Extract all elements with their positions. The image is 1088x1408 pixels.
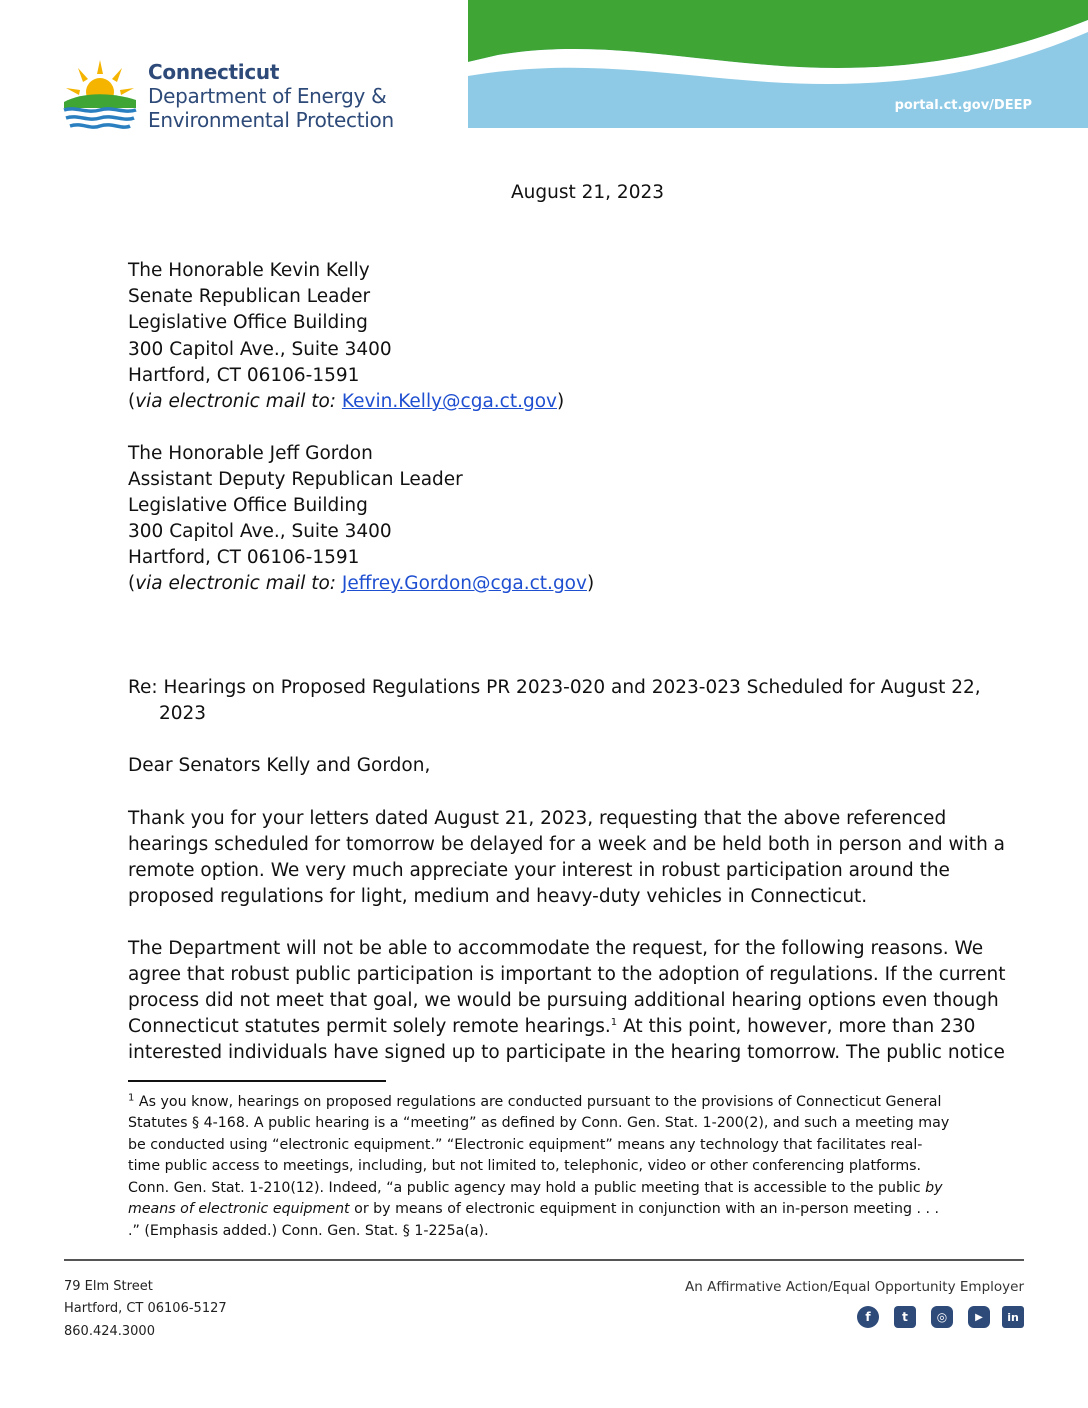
- footnote-line: time public access to meetings, including, but not limited to, telephonic, video or other conferencing platforms.: [128, 1158, 922, 1174]
- logo-department: Department of Energy &: [148, 84, 387, 108]
- logo-environmental: Environmental Protection: [148, 108, 394, 132]
- recipient2-street: 300 Capitol Ave., Suite 3400: [128, 521, 392, 542]
- recipient1-building: Legislative Office Building: [128, 312, 368, 333]
- footnote-line: .” (Emphasis added.) Conn. Gen. Stat. § 1-225a(a).: [128, 1223, 489, 1239]
- para2-line: Connecticut statutes permit solely remote hearings.$^1$ At this point, however, more than 230: [128, 1016, 976, 1037]
- facebook-icon[interactable]: f: [857, 1306, 879, 1328]
- re-line-continued: 2023: [159, 703, 207, 724]
- instagram-icon[interactable]: ◎: [931, 1306, 953, 1328]
- footnote-ref[interactable]: 1: [610, 1016, 618, 1028]
- footnote-number: 1: [128, 1092, 135, 1104]
- recipient2-email-link[interactable]: Jeffrey.Gordon@cga.ct.gov: [341, 573, 587, 594]
- recipient2-name: The Honorable Jeff Gordon: [128, 443, 373, 464]
- via-label: via electronic mail to:: [135, 573, 337, 594]
- recipient1-via: (via electronic mail to: Kevin.Kelly@cga.ct.gov): [128, 391, 565, 412]
- footnote-line: Conn. Gen. Stat. 1-210(12). Indeed, “a public agency may hold a public meeting that is accessible to the public by: [128, 1180, 943, 1196]
- recipient2-building: Legislative Office Building: [128, 495, 368, 516]
- deep-logo-icon: [62, 58, 138, 134]
- footer-divider: [64, 1259, 1024, 1261]
- twitter-icon[interactable]: t: [894, 1306, 916, 1328]
- footer-address-street: 79 Elm Street: [64, 1279, 153, 1294]
- para1-line: proposed regulations for light, medium and heavy-duty vehicles in Connecticut.: [128, 886, 868, 907]
- linkedin-icon[interactable]: in: [1002, 1306, 1024, 1328]
- footnote-line: means of electronic equipment or by means of electronic equipment in conjunction with an in-person meeting . . .: [128, 1201, 940, 1217]
- recipient2-title: Assistant Deputy Republican Leader: [128, 469, 463, 490]
- letter-date: August 21, 2023: [511, 182, 665, 203]
- footnote-line: be conducted using “electronic equipment.” “Electronic equipment” means any technology that facilitates real-: [128, 1137, 923, 1153]
- recipient1-name: The Honorable Kevin Kelly: [128, 260, 370, 281]
- recipient1-email-link[interactable]: Kevin.Kelly@cga.ct.gov: [341, 391, 557, 412]
- para2-line: interested individuals have signed up to participate in the hearing tomorrow. The public notice: [128, 1042, 1005, 1063]
- re-line: Re: Hearings on Proposed Regulations PR 2023-020 and 2023-023 Scheduled for August 22,: [128, 677, 981, 698]
- recipient2-city: Hartford, CT 06106-1591: [128, 547, 360, 568]
- para2-line: process did not meet that goal, we would be pursuing additional hearing options even though: [128, 990, 999, 1011]
- footer-phone: 860.424.3000: [64, 1324, 155, 1339]
- footnote-divider: [128, 1080, 386, 1082]
- recipient1-city: Hartford, CT 06106-1591: [128, 365, 360, 386]
- salutation: Dear Senators Kelly and Gordon,: [128, 755, 431, 776]
- via-label: via electronic mail to:: [135, 391, 337, 412]
- footnote-line: Statutes § 4-168. A public hearing is a “meeting” as defined by Conn. Gen. Stat. 1-200(2), and such a meeting may: [128, 1115, 950, 1131]
- para1-line: hearings scheduled for tomorrow be delayed for a week and be held both in person and with a: [128, 834, 1006, 855]
- footnote-line: $^1$ As you know, hearings on proposed regulations are conducted pursuant to the provisions of Connecticut General: [128, 1092, 942, 1110]
- footer-address-city: Hartford, CT 06106-5127: [64, 1301, 227, 1316]
- recipient1-street: 300 Capitol Ave., Suite 3400: [128, 339, 392, 360]
- para2-line: agree that robust public participation is important to the adoption of regulations. If the current: [128, 964, 1006, 985]
- para1-line: remote option. We very much appreciate your interest in robust participation around the: [128, 860, 950, 881]
- logo-connecticut: Connecticut: [148, 60, 280, 84]
- portal-url[interactable]: portal.ct.gov/DEEP: [894, 98, 1032, 113]
- para1-line: Thank you for your letters dated August 21, 2023, requesting that the above referenced: [128, 808, 947, 829]
- footer-employer: An Affirmative Action/Equal Opportunity Employer: [685, 1279, 1024, 1295]
- recipient1-title: Senate Republican Leader: [128, 286, 371, 307]
- recipient2-via: (via electronic mail to: Jeffrey.Gordon@cga.ct.gov): [128, 573, 595, 594]
- para2-line: The Department will not be able to accommodate the request, for the following reasons. We: [128, 938, 984, 959]
- youtube-icon[interactable]: ▶: [968, 1306, 990, 1328]
